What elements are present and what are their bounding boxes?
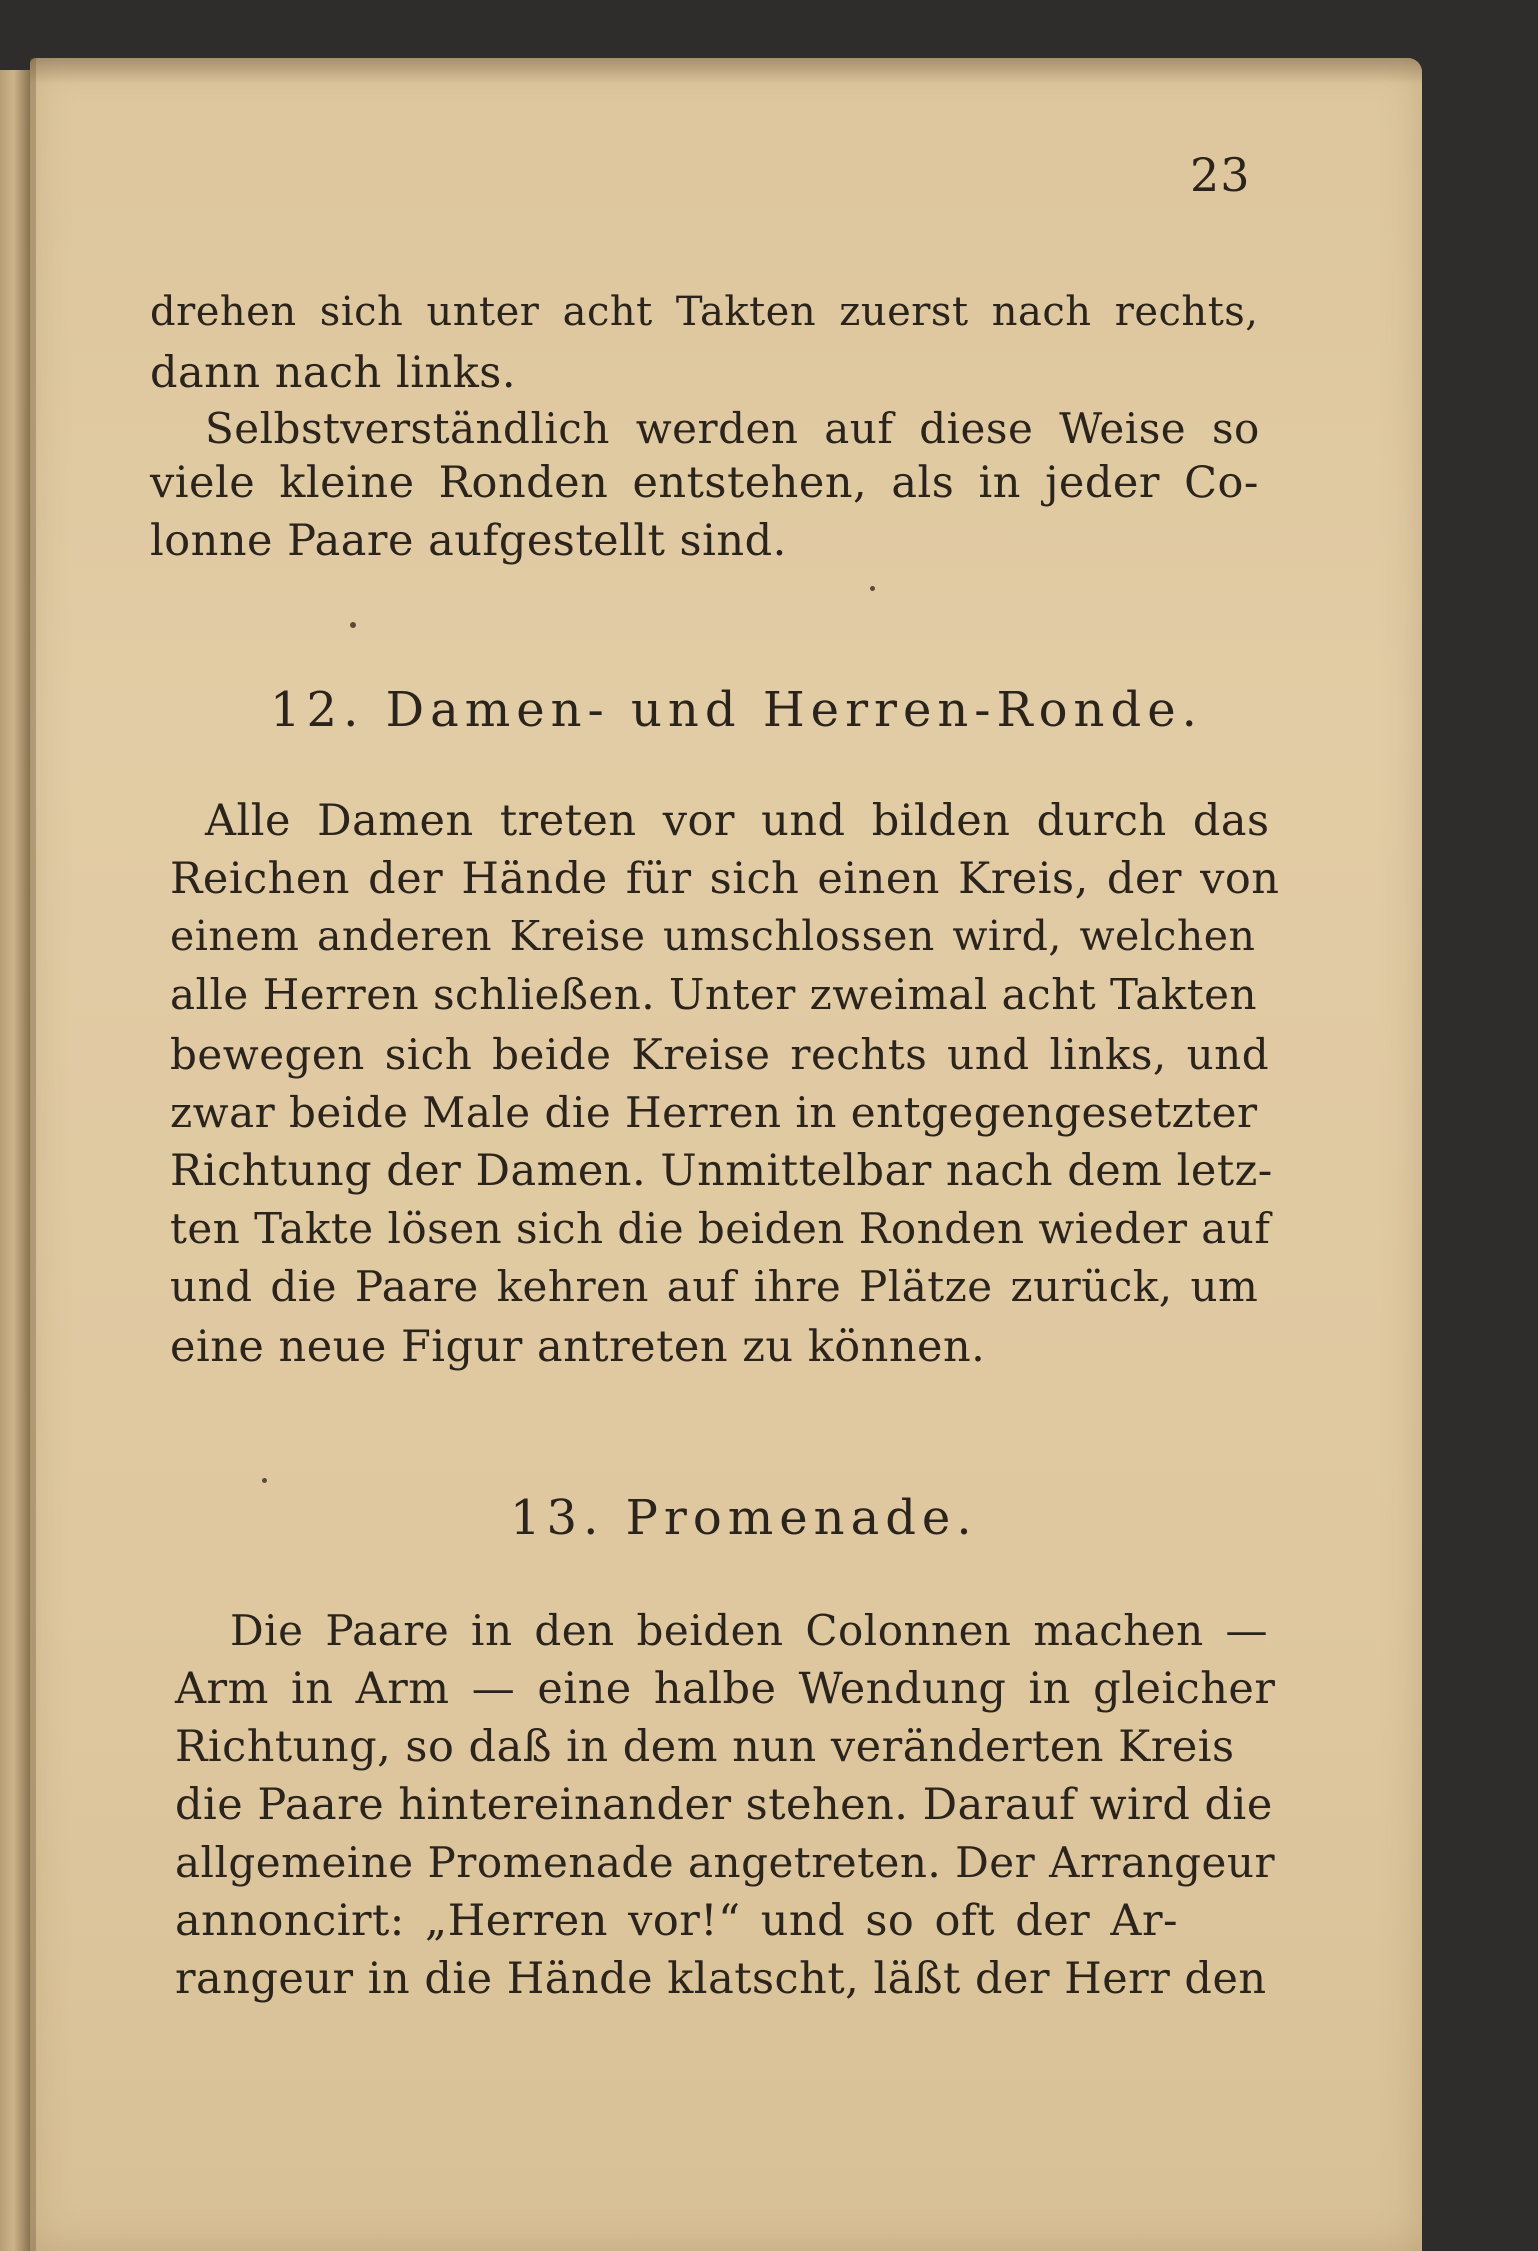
text-line: alle Herren schließen. Unter zweimal acht Takten [170, 970, 1258, 1019]
text-line: die Paare hintereinander stehen. Darauf wird die [175, 1780, 1273, 1830]
text-line: annoncirt: „Herren vor!“ und so oft der Ar- [175, 1896, 1179, 1946]
ink-speck [870, 586, 875, 591]
ink-speck [350, 622, 356, 628]
text-line: einem anderen Kreise umschlossen wird, welchen [170, 912, 1256, 960]
text-line: und die Paare kehren auf ihre Plätze zurück, um [170, 1262, 1259, 1311]
text-line: allgemeine Promenade angetreten. Der Arrangeur [175, 1838, 1276, 1887]
text-line: Selbstverständlich werden auf diese Weise so [205, 404, 1260, 453]
text-line: rangeur in die Hände klatscht, läßt der Herr den [175, 1954, 1267, 2004]
text-line: Alle Damen treten vor und bilden durch das [205, 796, 1270, 846]
text-line: drehen sich unter acht Takten zuerst nach rechts, [150, 289, 1259, 335]
text-line: bewegen sich beide Kreise rechts und links, und [170, 1030, 1270, 1079]
text-line: lonne Paare aufgestellt sind. [150, 516, 787, 566]
text-line: Richtung der Damen. Unmittelbar nach dem letz- [170, 1146, 1273, 1196]
text-line: viele kleine Ronden entstehen, als in jeder Co- [150, 458, 1259, 508]
text-line: zwar beide Male die Herren in entgegengesetzter [170, 1088, 1258, 1137]
left-page-edge [0, 70, 34, 2251]
text-line: Richtung, so daß in dem nun veränderten Kreis [175, 1722, 1235, 1772]
text-line: Arm in Arm — eine halbe Wendung in gleicher [175, 1664, 1276, 1714]
text-line: Reichen der Hände für sich einen Kreis, der von [170, 854, 1280, 904]
ink-speck [262, 1478, 267, 1483]
page-number: 23 [1190, 148, 1251, 202]
text-line: dann nach links. [150, 348, 516, 398]
text-line: Die Paare in den beiden Colonnen machen — [230, 1606, 1269, 1655]
text-line: eine neue Figur antreten zu können. [170, 1322, 986, 1372]
section-heading: 13. Promenade. [510, 1490, 978, 1546]
page-gutter [30, 58, 36, 2251]
page-top-shadow [30, 58, 1422, 84]
section-heading: 12. Damen- und Herren-Ronde. [270, 682, 1203, 738]
text-line: ten Takte lösen sich die beiden Ronden wieder auf [170, 1204, 1271, 1253]
